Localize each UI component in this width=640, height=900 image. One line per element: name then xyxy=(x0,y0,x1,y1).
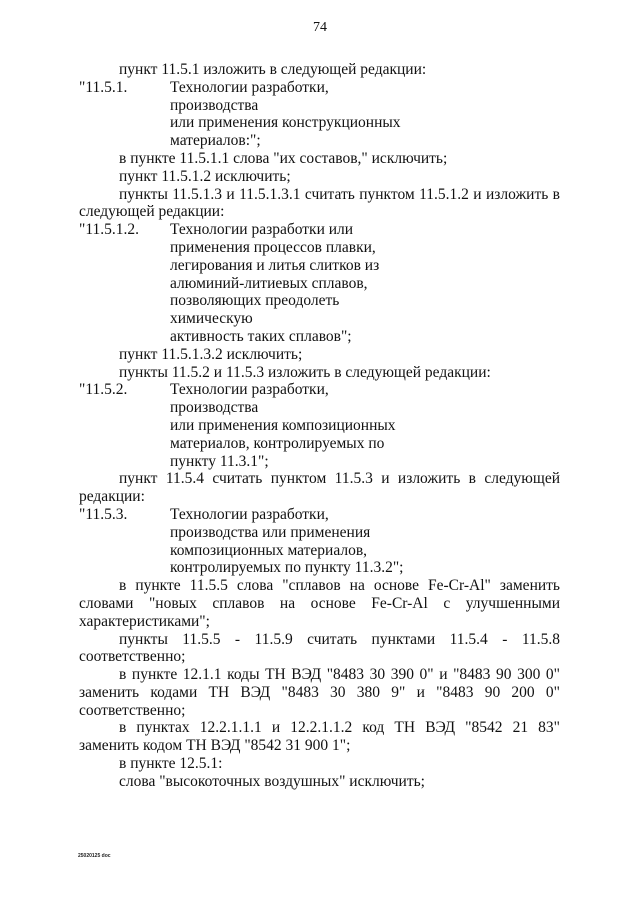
entry-text: Технологии разработки, производства или применения конструкционных материалов:"; xyxy=(170,78,401,150)
entry-text: Технологии разработки или применения процессов плавки, легирования и литья слитков из алюминий-литиевых сплавов, позволяющих преодолеть химическую активность таких сплавов"; xyxy=(170,221,380,345)
paragraph-8: в пункте 11.5.5 слова "сплавов на основе Fe-Cr-Al" заменить словами "новых сплавов на основе Fe-Cr-Al с улучшенными характеристиками"; xyxy=(79,577,560,630)
document-body xyxy=(79,61,560,791)
paragraph-3: пункт 11.5.1.2 исключить; xyxy=(119,167,291,185)
entry-11-5-1-2 xyxy=(79,221,560,346)
paragraph-12: в пункте 12.5.1: xyxy=(119,755,223,773)
entry-11-5-2 xyxy=(79,381,560,470)
entry-text: Технологии разработки, производства или применения композиционных материалов, контролируемых по пункту 11.3.1"; xyxy=(170,381,396,470)
entry-number: "11.5.1.2. xyxy=(79,221,140,239)
page-number: 74 xyxy=(313,20,327,35)
entry-11-5-1 xyxy=(79,79,560,150)
paragraph-5: пункт 11.5.1.3.2 исключить; xyxy=(119,345,303,363)
paragraph-10: в пункте 12.1.1 коды ТН ВЭД "8483 30 390 0" и "8483 90 300 0" заменить кодами ТН ВЭД "8483 30 380 9" и "8483 90 200 0" соответственно; xyxy=(79,666,560,719)
footer-file-code: 25020125 doc xyxy=(78,853,111,859)
entry-number: "11.5.3. xyxy=(79,505,128,523)
paragraph-4: пункты 11.5.1.3 и 11.5.1.3.1 считать пунктом 11.5.1.2 и изложить в следующей редакции: xyxy=(79,185,560,221)
entry-number: "11.5.2. xyxy=(79,381,128,399)
entry-text: Технологии разработки, производства или применения композиционных материалов, контролируемых по пункту 11.3.2"; xyxy=(170,505,404,577)
paragraph-2: в пункте 11.5.1.1 слова "их составов," исключить; xyxy=(119,149,448,167)
paragraph-9: пункты 11.5.5 - 11.5.9 считать пунктами 11.5.4 - 11.5.8 соответственно; xyxy=(79,630,560,666)
paragraph-7: пункт 11.5.4 считать пунктом 11.5.3 и изложить в следующей редакции: xyxy=(79,470,560,506)
entry-number: "11.5.1. xyxy=(79,78,128,96)
paragraph-6: пункты 11.5.2 и 11.5.3 изложить в следующей редакции: xyxy=(119,363,491,381)
paragraph-13: слова "высокоточных воздушных" исключить; xyxy=(119,772,425,790)
paragraph-11: в пунктах 12.2.1.1.1 и 12.2.1.1.2 код ТН ВЭД "8542 21 83" заменить кодом ТН ВЭД "8542 31 900 1"; xyxy=(79,719,560,755)
paragraph-1: пункт 11.5.1 изложить в следующей редакции: xyxy=(119,61,427,78)
entry-11-5-3 xyxy=(79,506,560,577)
